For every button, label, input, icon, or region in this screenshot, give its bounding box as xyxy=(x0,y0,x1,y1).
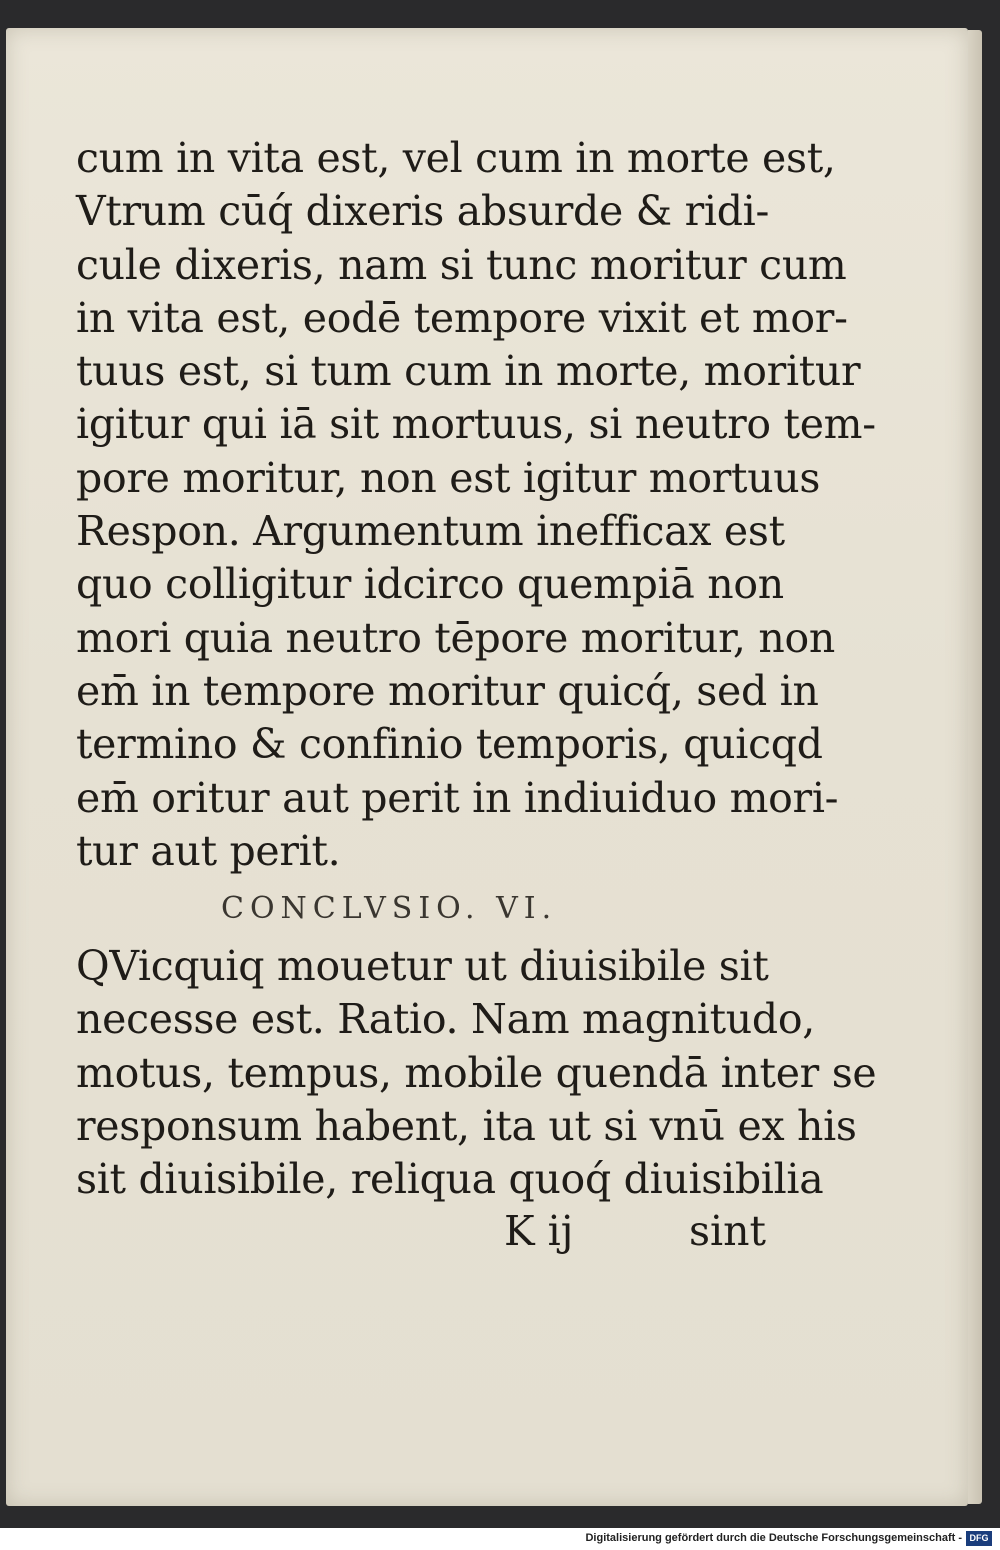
text-line: em̄ in tempore moritur quicq́, sed in xyxy=(76,666,819,715)
text-line: em̄ oritur aut perit in indiuiduo mori- xyxy=(76,773,839,822)
signature-mark: K ij xyxy=(504,1206,574,1255)
text-line: cule dixeris, nam si tunc moritur cum xyxy=(76,240,847,289)
page-edge xyxy=(968,30,982,1504)
text-line: Respon. Argumentum inefficax est xyxy=(76,507,785,556)
text-line: mori quia neutro tēpore moritur, non xyxy=(76,613,835,662)
text-line: Vtrum cūq́ dixeris absurde & ridi- xyxy=(76,187,770,236)
section-heading: CONCLVSIO. VI. xyxy=(221,891,558,927)
funding-credit: Digitalisierung gefördert durch die Deutsche Forschungsgemeinschaft - xyxy=(585,1532,962,1544)
text-line: responsum habent, ita ut si vnū ex his xyxy=(76,1102,857,1151)
text-line: tur aut perit. xyxy=(76,826,341,875)
text-line: motus, tempus, mobile quendā inter se xyxy=(76,1048,877,1097)
text-line: igitur qui iā sit mortuus, si neutro tem- xyxy=(76,400,876,449)
text-line: pore moritur, non est igitur mortuus xyxy=(76,453,821,502)
text-line: quo colligitur idcirco quempiā non xyxy=(76,560,784,609)
text-line: cum in vita est, vel cum in morte est, xyxy=(76,134,836,182)
text-line: necesse est. Ratio. Nam magnitudo, xyxy=(76,995,815,1044)
credit-bar xyxy=(0,1528,1000,1550)
text-line: tuus est, si tum cum in morte, moritur xyxy=(76,347,861,396)
text-line: in vita est, eodē tempore vixit et mor- xyxy=(76,293,848,342)
text-line: QVicquiq mouetur ut diuisibile sit xyxy=(76,942,769,991)
page-text xyxy=(76,132,877,1263)
catchword: sint xyxy=(688,1206,766,1255)
text-line: termino & confinio temporis, quicqd xyxy=(76,720,823,769)
page-footer-marks xyxy=(76,1207,766,1263)
dfg-logo-icon: DFG xyxy=(966,1531,992,1546)
text-line: sit diuisibile, reliqua quoq́ diuisibilia xyxy=(76,1155,824,1204)
